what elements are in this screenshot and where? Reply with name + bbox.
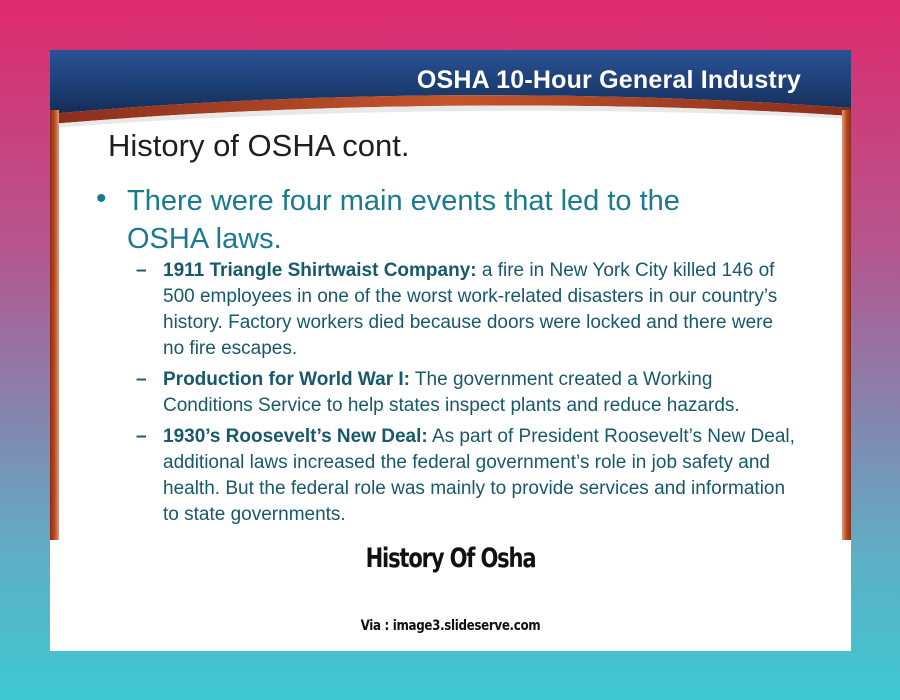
dash-marker: –	[136, 260, 147, 281]
slide-title: History of OSHA cont.	[108, 128, 410, 163]
event-body: As part of President Roosevelt’s New Deal, additional laws increased the federal government’s role in job safety and health. But the federal role was mainly to provide services and information to state governments.	[163, 426, 795, 525]
header-title: OSHA 10-Hour General Industry	[416, 66, 801, 94]
bullet-marker: •	[96, 182, 107, 215]
list-item	[136, 424, 796, 528]
source-credit: Via : image3.slideserve.com	[360, 618, 541, 634]
event-list	[136, 258, 796, 533]
event-body: The government created a Working Conditions Service to help states inspect plants and reduce hazards.	[163, 369, 740, 416]
image-caption: History Of Osha	[365, 543, 536, 574]
slide-image	[50, 50, 851, 540]
event-body: a fire in New York City killed 146 of 500 employees in one of the worst work-related disasters in our country’s history. Factory workers died because doors were locked and there were no fire escapes.	[163, 260, 778, 359]
dash-marker: –	[136, 426, 147, 447]
slide-frame-right	[842, 110, 851, 540]
slide-header-banner	[50, 50, 851, 134]
list-item	[136, 258, 796, 362]
list-item	[136, 367, 796, 419]
content-card	[50, 50, 851, 651]
event-heading: Production for World War I:	[163, 369, 410, 390]
event-heading: 1911 Triangle Shirtwaist Company:	[163, 260, 477, 281]
dash-marker: –	[136, 369, 147, 390]
event-heading: 1930’s Roosevelt’s New Deal:	[163, 426, 428, 447]
slide-frame-left	[50, 110, 59, 540]
bullet-text: There were four main events that led to the OSHA laws.	[127, 185, 680, 255]
